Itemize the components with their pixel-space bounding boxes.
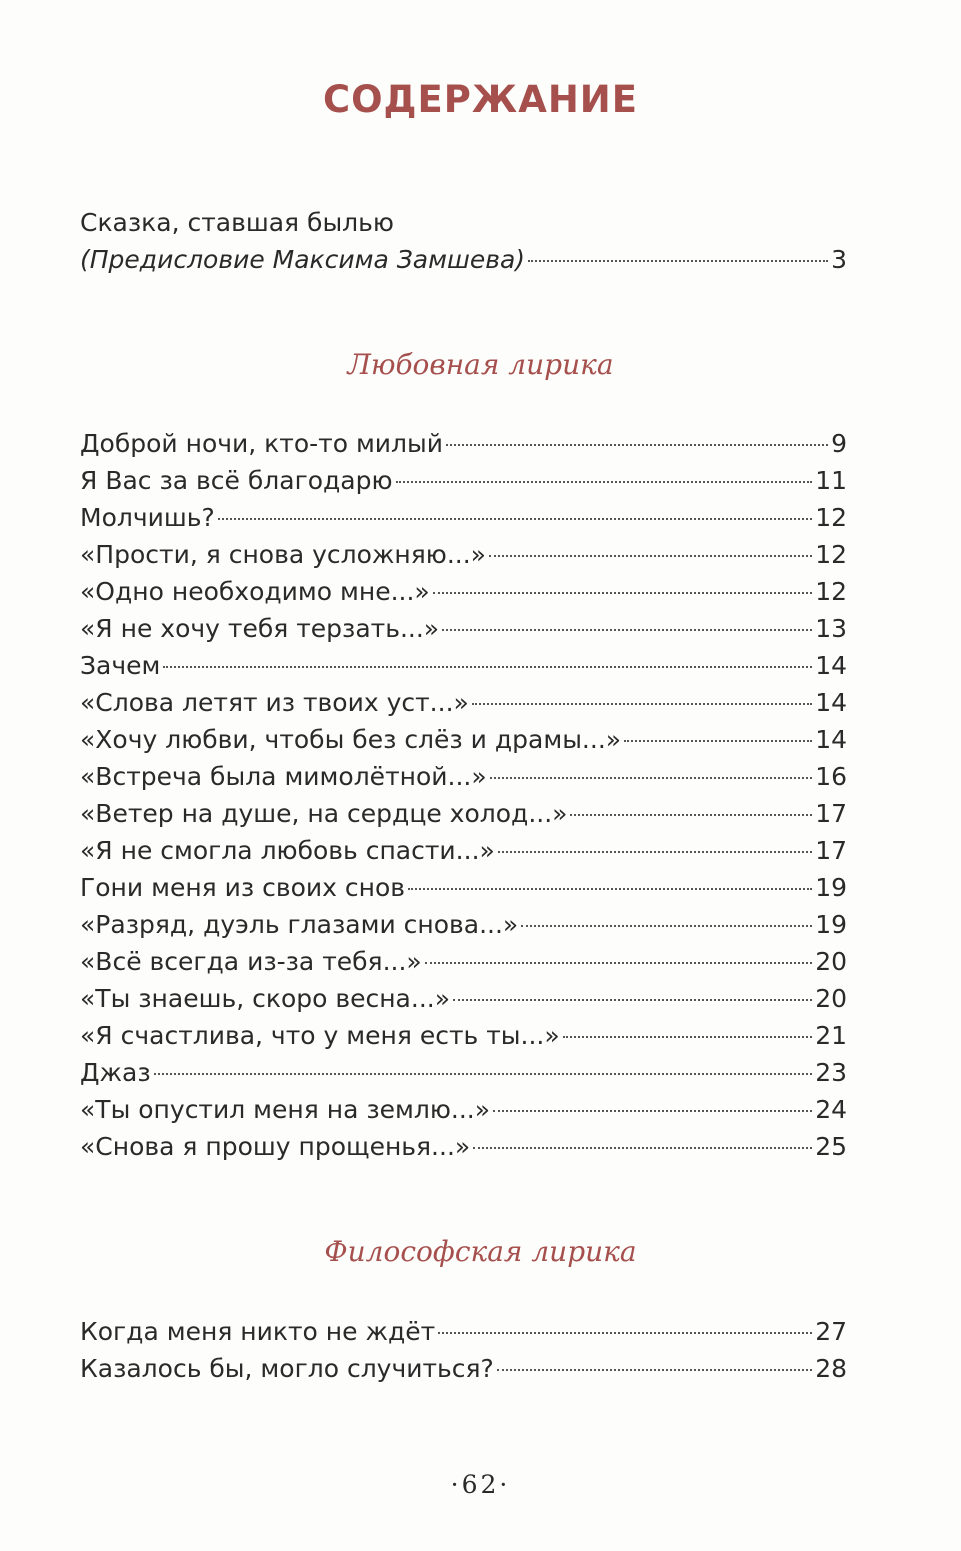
entry-title: «Ветер на душе, на сердце холод...» bbox=[80, 799, 568, 828]
entry-title: «Ты знаешь, скоро весна...» bbox=[80, 984, 451, 1013]
page-ref: 20 bbox=[815, 947, 847, 976]
toc-entry bbox=[80, 462, 847, 499]
toc-entry bbox=[80, 721, 847, 758]
toc-entry bbox=[80, 1128, 847, 1165]
preface-entry bbox=[80, 204, 847, 278]
leader-dots bbox=[442, 629, 812, 631]
toc-entry bbox=[80, 499, 847, 536]
entry-title: «Прости, я снова усложняю...» bbox=[80, 540, 486, 569]
entry-title: Доброй ночи, кто-то милый bbox=[80, 429, 444, 458]
leader-dots bbox=[489, 555, 812, 557]
entry-title: Казалось бы, могло случиться? bbox=[80, 1354, 494, 1383]
page-title: СОДЕРЖАНИЕ bbox=[322, 78, 639, 121]
entry-title: Я Вас за всё благодарю bbox=[80, 466, 393, 495]
page-ref: 12 bbox=[815, 540, 847, 569]
toc-entry bbox=[80, 980, 847, 1017]
leader-dots bbox=[425, 962, 812, 964]
preface-subtitle-line bbox=[80, 241, 847, 278]
page-ref: 28 bbox=[815, 1354, 847, 1383]
leader-dots bbox=[218, 518, 812, 520]
toc-entry bbox=[80, 906, 847, 943]
entry-title: Когда меня никто не ждёт bbox=[80, 1317, 436, 1346]
section-heading-love-lyrics: Любовная лирика bbox=[347, 348, 614, 381]
page-ref: 11 bbox=[815, 466, 847, 495]
page-ref: 24 bbox=[815, 1095, 847, 1124]
page-ref: 13 bbox=[815, 614, 847, 643]
leader-dots bbox=[493, 1110, 812, 1112]
entry-title: «Я счастлива, что у меня есть ты...» bbox=[80, 1021, 560, 1050]
entry-title: «Я не смогла любовь спасти...» bbox=[80, 836, 495, 865]
page-ref: 16 bbox=[815, 762, 847, 791]
section-heading-philosophical-lyrics: Философская лирика bbox=[324, 1235, 637, 1268]
leader-dots bbox=[472, 703, 812, 705]
toc-entry bbox=[80, 832, 847, 869]
toc-entry bbox=[80, 610, 847, 647]
entry-title: «Встреча была мимолётной...» bbox=[80, 762, 487, 791]
leader-dots bbox=[453, 999, 812, 1001]
page-ref: 12 bbox=[815, 577, 847, 606]
toc-entry bbox=[80, 1313, 847, 1350]
entry-title: «Разряд, дуэль глазами снова...» bbox=[80, 910, 519, 939]
page-ref: 21 bbox=[815, 1021, 847, 1050]
page-ref: 27 bbox=[815, 1317, 847, 1346]
leader-dots bbox=[446, 444, 828, 446]
toc-entry bbox=[80, 1054, 847, 1091]
preface-title: Сказка, ставшая былью bbox=[80, 208, 394, 237]
leader-dots bbox=[521, 925, 812, 927]
entry-title: «Я не хочу тебя терзать...» bbox=[80, 614, 440, 643]
page-ref: 17 bbox=[815, 836, 847, 865]
page-ref: 19 bbox=[815, 910, 847, 939]
toc-list-philosophical-lyrics bbox=[80, 1313, 847, 1387]
leader-dots bbox=[528, 260, 828, 262]
page-ref: 9 bbox=[831, 429, 847, 458]
leader-dots bbox=[396, 481, 813, 483]
page-ref: 14 bbox=[815, 688, 847, 717]
toc-entry bbox=[80, 647, 847, 684]
page-ref: 23 bbox=[815, 1058, 847, 1087]
toc-list-love-lyrics bbox=[80, 425, 847, 1165]
leader-dots bbox=[624, 740, 812, 742]
leader-dots bbox=[408, 888, 812, 890]
page-ref: 14 bbox=[815, 725, 847, 754]
entry-title: «Слова летят из твоих уст...» bbox=[80, 688, 469, 717]
page-ref: 25 bbox=[815, 1132, 847, 1161]
entry-title: «Всё всегда из-за тебя...» bbox=[80, 947, 422, 976]
page-ref: 19 bbox=[815, 873, 847, 902]
entry-title: Гони меня из своих снов bbox=[80, 873, 406, 902]
entry-title: «Одно необходимо мне...» bbox=[80, 577, 430, 606]
entry-title: Джаз bbox=[80, 1058, 151, 1087]
entry-title: «Хочу любви, чтобы без слёз и драмы...» bbox=[80, 725, 622, 754]
page-ref: 14 bbox=[815, 651, 847, 680]
toc-entry bbox=[80, 1350, 847, 1387]
toc-entry bbox=[80, 536, 847, 573]
leader-dots bbox=[563, 1036, 813, 1038]
page-number: ·62· bbox=[450, 1470, 511, 1499]
entry-title: Зачем bbox=[80, 651, 161, 680]
toc-entry bbox=[80, 943, 847, 980]
leader-dots bbox=[438, 1332, 812, 1334]
leader-dots bbox=[433, 592, 812, 594]
page-ref: 3 bbox=[831, 245, 847, 274]
leader-dots bbox=[154, 1073, 813, 1075]
entry-title: «Ты опустил меня на землю...» bbox=[80, 1095, 491, 1124]
entry-title: «Снова я прошу прощенья...» bbox=[80, 1132, 471, 1161]
page-ref: 17 bbox=[815, 799, 847, 828]
leader-dots bbox=[490, 777, 813, 779]
preface-subtitle: (Предисловие Максима Замшева) bbox=[80, 245, 526, 274]
toc-entry bbox=[80, 869, 847, 906]
leader-dots bbox=[498, 851, 812, 853]
entry-title: Молчишь? bbox=[80, 503, 215, 532]
toc-entry bbox=[80, 684, 847, 721]
page-ref: 20 bbox=[815, 984, 847, 1013]
leader-dots bbox=[163, 666, 812, 668]
leader-dots bbox=[473, 1147, 812, 1149]
leader-dots bbox=[570, 814, 812, 816]
toc-entry bbox=[80, 758, 847, 795]
toc-entry bbox=[80, 795, 847, 832]
page-ref: 12 bbox=[815, 503, 847, 532]
toc-entry bbox=[80, 1017, 847, 1054]
leader-dots bbox=[497, 1369, 812, 1371]
toc-entry bbox=[80, 573, 847, 610]
toc-entry bbox=[80, 425, 847, 462]
toc-entry bbox=[80, 1091, 847, 1128]
